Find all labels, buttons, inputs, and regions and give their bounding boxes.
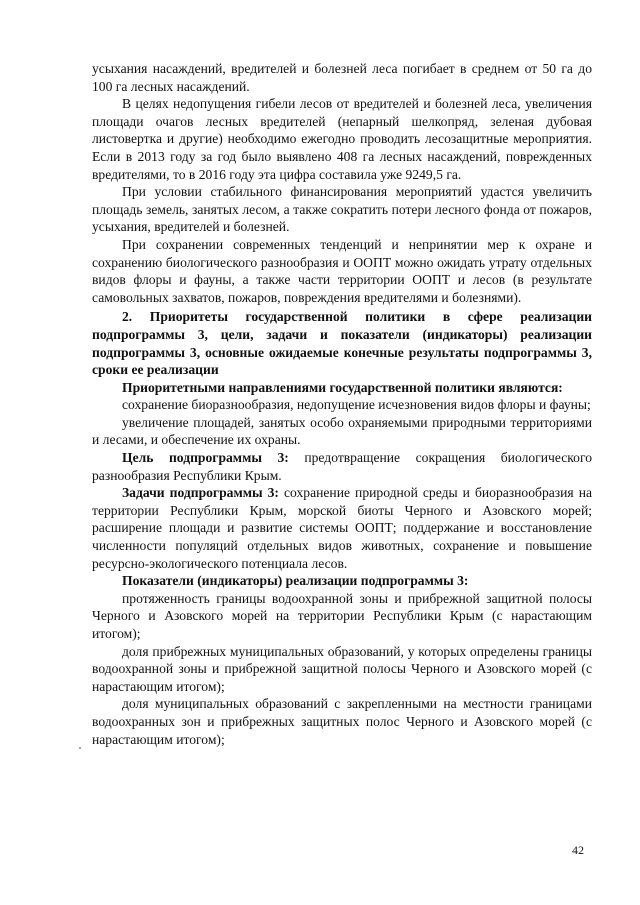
indicator-item: доля муниципальных образований с закрепленными на местности границами водоохранных зон и прибрежных защитных полос Черного и Азовского морей (с нарастающим итогом);: [92, 696, 592, 747]
document-body: [92, 60, 592, 748]
paragraph-pest-control: В целях недопущения гибели лесов от вредителей и болезней леса, увеличения площади очагов лесных вредителей (непарный шелкопряд, зеленая дубовая листовертка и другие) необходимо ежегодно проводить лесозащитные мероприятия. Если в 2013 году за год было выявлено 408 га лесных насаждений, поврежденных вредителями, то в 2016 году эта цифра составила уже 9249,5 га.: [92, 96, 592, 182]
priority-item: увеличение площадей, занятых особо охраняемыми природными территориями и лесами, и обеспечение их охраны.: [92, 414, 592, 448]
goal-label: Цель подпрограммы 3:: [122, 450, 289, 466]
indicators-heading: Показатели (индикаторы) реализации подпрограммы 3:: [122, 573, 469, 589]
indicator-item: протяженность границы водоохранной зоны и прибрежной защитной полосы Черного и Азовского морей на территории Республики Крым (с нарастающим итогом);: [92, 590, 592, 641]
goal-text: предотвращение сокращения биологического разнообразия Республики Крым.: [92, 450, 592, 483]
goal-paragraph: [92, 449, 592, 484]
page-number: 42: [572, 843, 584, 857]
paragraph-continuation: усыхания насаждений, вредителей и болезней леса погибает в среднем от 50 га до 100 га лесных насаждений.: [92, 61, 592, 94]
paragraph-financing: При условии стабильного финансирования мероприятий удастся увеличить площадь земель, занятых лесом, а также сократить потери лесного фонда от пожаров, усыхания, вредителей и болезней.: [92, 184, 592, 235]
priority-item: сохранение биоразнообразия, недопущение исчезновения видов флоры и фауны;: [122, 397, 591, 413]
tasks-paragraph: [92, 484, 592, 572]
paragraph-risks: При сохранении современных тенденций и непринятии мер к охране и сохранению биологического разнообразия и ООПТ можно ожидать утрату отдельных видов флоры и фауны, а также части территории ООПТ и лесов (в результате самовольных захватов, пожаров, повреждения вредителями и болезнями).: [92, 236, 592, 305]
scan-dot: [79, 747, 81, 749]
tasks-label: Задачи подпрограммы 3:: [122, 485, 279, 501]
indicator-item: доля прибрежных муниципальных образований, у которых определены границы водоохранной зоны и прибрежной защитной полосы Черного и Азовского морей (с нарастающим итогом);: [92, 643, 592, 694]
priorities-heading: Приоритетными направлениями государственной политики являются:: [122, 379, 563, 395]
tasks-text: сохранение природной среды и биоразнообразия на территории Республики Крым, морской биоты Черного и Азовского морей; расширение площади и развитие системы ООПТ; поддержание и восстановление численности популяций отдельных видов животных, сохранение и повышение ресурсно-экологического потенциала лесов.: [92, 485, 593, 571]
section-heading: 2. Приоритеты государственной политики в сфере реализации подпрограммы 3, цели, задачи и показатели (индикаторы) реализации подпрограммы 3, основные ожидаемые конечные результаты подпрограммы 3, сроки ее реализации: [92, 309, 592, 378]
